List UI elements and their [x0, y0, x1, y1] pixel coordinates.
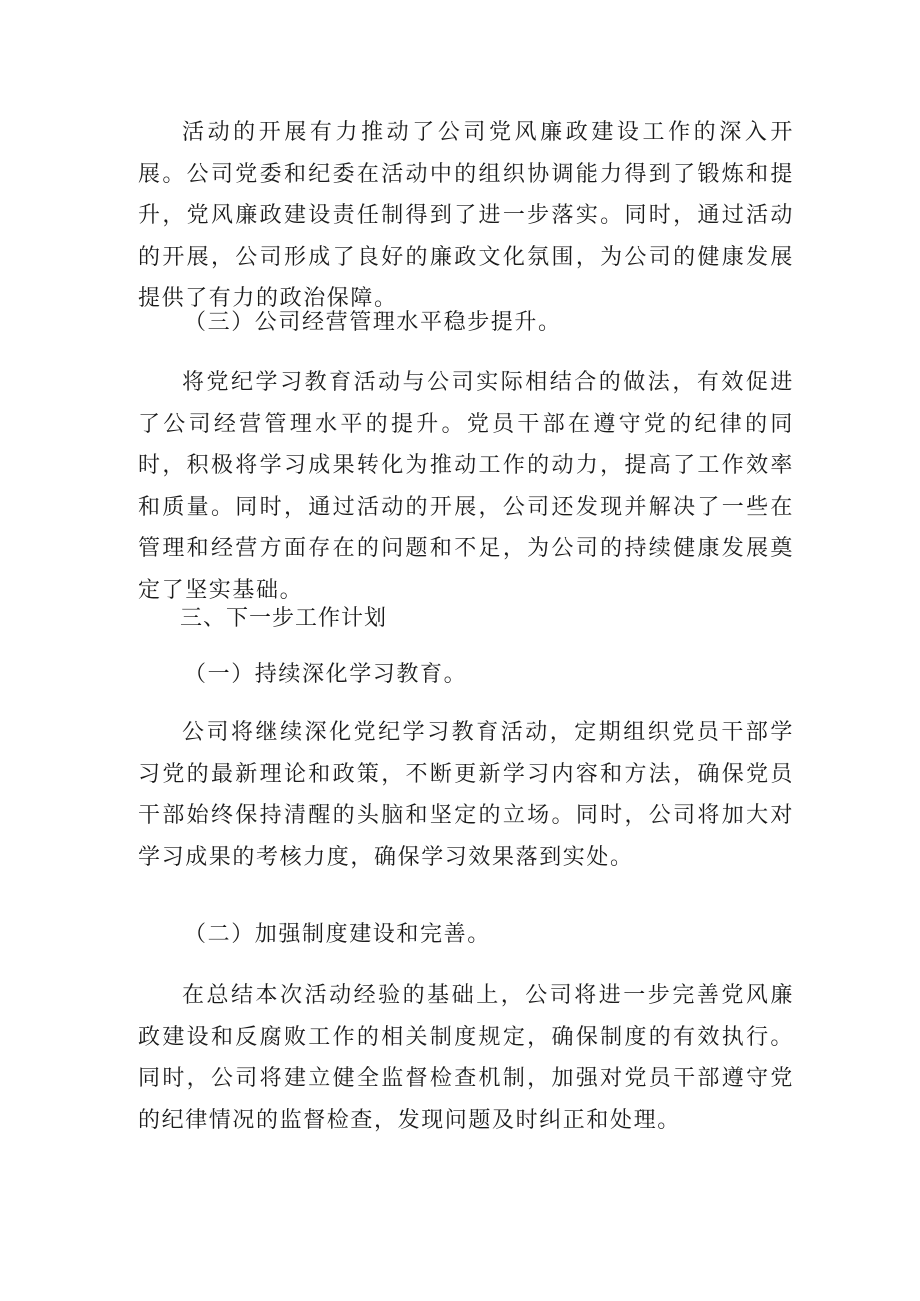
paragraph-deepen-learning: 公司将继续深化党纪学习教育活动，定期组织党员干部学习党的最新理论和政策，不断更新学习内容和方法，确保党员干部始终保持清醒的头脑和坚定的立场。同时，公司将加大对学习成果的考核力度，确保学习效果落到实处。	[138, 720, 794, 870]
subheading-system-building: （二）加强制度建设和完善。	[184, 922, 491, 947]
subheading-deepen-learning: （一）持续深化学习教育。	[184, 662, 468, 687]
paragraph-management: 将党纪学习教育活动与公司实际相结合的做法，有效促进了公司经营管理水平的提升。党员干部在遵守党的纪律的同时，积极将学习成果转化为推动工作的动力，提高了工作效率和质量。同时，通过活动的开展，公司还发现并解决了一些在管理和经营方面存在的问题和不足，为公司的持续健康发展奠定了坚实基础。	[138, 370, 794, 603]
paragraph-system-building: 在总结本次活动经验的基础上，公司将进一步完善党风廉政建设和反腐败工作的相关制度规定，确保制度的有效执行。同时，公司将建立健全监督检查机制，加强对党员干部遵守党的纪律情况的监督检查，发现问题及时纠正和处理。	[138, 983, 794, 1133]
subheading-management-improvement: （三）公司经营管理水平稳步提升。	[184, 310, 562, 335]
section-title-next-steps: 三、下一步工作计划	[180, 606, 388, 631]
paragraph-party-conduct: 活动的开展有力推动了公司党风廉政建设工作的深入开展。公司党委和纪委在活动中的组织协调能力得到了锻炼和提升，党风廉政建设责任制得到了进一步落实。同时，通过活动的开展，公司形成了良好的廉政文化氛围，为公司的健康发展提供了有力的政治保障。	[138, 120, 794, 311]
